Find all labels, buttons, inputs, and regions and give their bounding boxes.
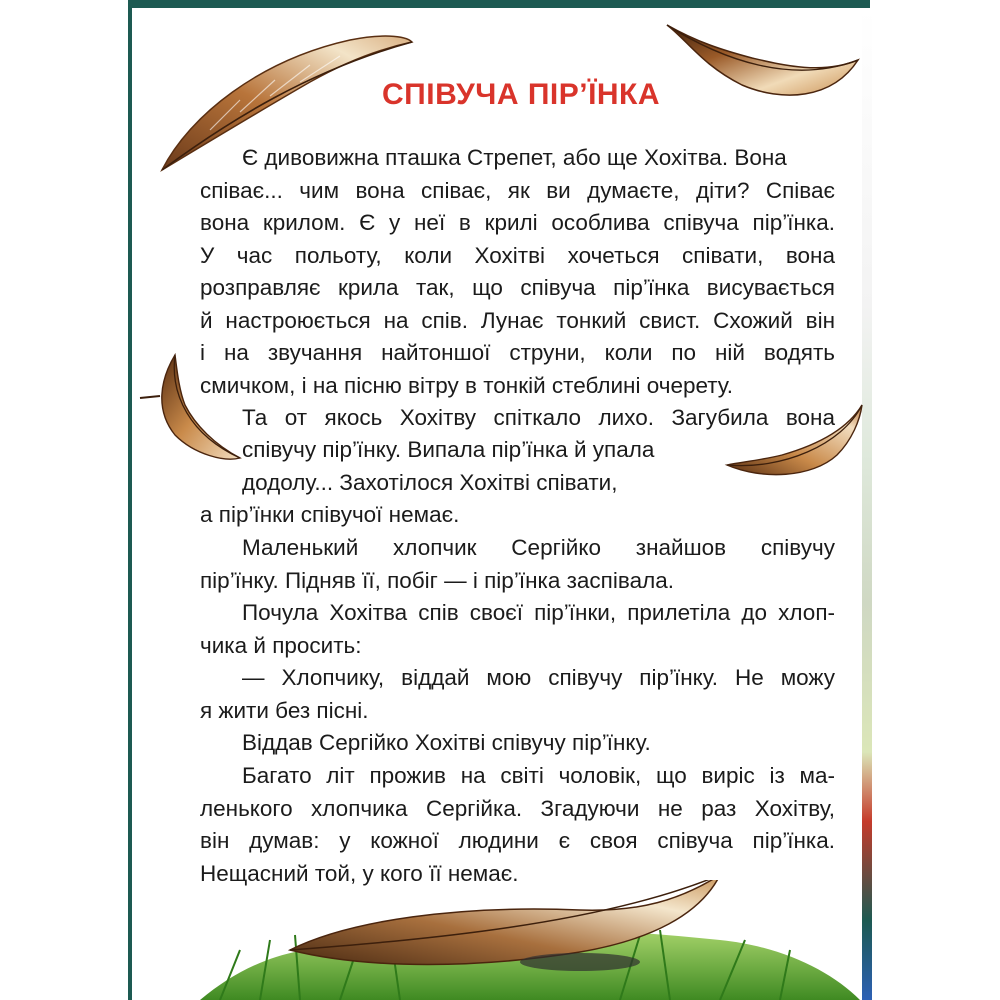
- text-line: він думав: у кожної людини є своя співуча пір’їнка.: [200, 828, 835, 853]
- grass-with-feather-illustration: [200, 880, 860, 1000]
- text-line: Нещасний той, у кого її немає.: [200, 860, 519, 886]
- paragraph-2: [242, 402, 835, 435]
- paragraph-1: [200, 142, 835, 402]
- text-line: співучу пір’їнку. Випала пір’їнка й упала: [242, 437, 655, 462]
- text-line: У час польоту, коли Хохітві хочеться співати, вона: [200, 242, 835, 268]
- text-line: смичком, і на пісню вітру в тонкій стеблині очерету.: [200, 372, 734, 398]
- scan-margin-left: [0, 0, 132, 1000]
- paragraph-2-end: [200, 499, 835, 532]
- text-line: ленького хлопчика Сергійка. Згадуючи не раз Хохітву,: [200, 795, 835, 821]
- text-line: я жити без пісні.: [200, 697, 369, 723]
- paragraph-3: [200, 532, 835, 597]
- text-line: додолу... Захотілося Хохітві співати,: [242, 469, 618, 495]
- paragraph-7: [200, 760, 835, 890]
- text-line: — Хлопчику, віддай мою співучу пір’їнку. Не можу: [242, 665, 835, 690]
- text-line: Маленький хлопчик Сергійко знайшов співучу: [242, 535, 835, 560]
- feather-top-right-icon: [662, 20, 862, 110]
- text-line: чика й просить:: [200, 632, 362, 658]
- paragraph-4: [200, 597, 835, 662]
- text-line: розправляє крила так, що співуча пір’їнка висувається: [200, 275, 835, 300]
- text-line: співає... чим вона співає, як ви думаєте, діти? Співає: [200, 177, 835, 203]
- story-title: СПІВУЧА ПІР’ЇНКА: [382, 78, 660, 111]
- paragraph-5: [200, 662, 835, 727]
- text-line: а пір’їнки співучої немає.: [200, 502, 460, 527]
- text-line: Є дивовижна пташка Стрепет, або ще Хохітва. Вона: [242, 145, 787, 170]
- text-line: Багато літ прожив на світі чоловік, що виріс із ма-: [242, 763, 835, 788]
- paragraph-6: [200, 727, 835, 760]
- paragraph-2-wrap: [242, 434, 717, 499]
- text-line: і на звучання найтоншої струни, коли по ній водять: [200, 340, 835, 365]
- text-line: Та от якось Хохітву спіткало лихо. Загубила вона: [242, 405, 835, 430]
- text-line: вона крилом. Є у неї в крилі особлива співуча пір’їнка.: [200, 210, 835, 235]
- next-page-edge: [862, 8, 872, 1000]
- text-line: й настроюється на спів. Лунає тонкий свист. Схожий він: [200, 307, 835, 333]
- text-line: пір’їнку. Підняв її, побіг — і пір’їнка заспівала.: [200, 567, 674, 593]
- text-line: Почула Хохітва спів своєї пір’їнки, прилетіла до хлоп-: [242, 600, 835, 625]
- text-line: Віддав Сергійко Хохітві співучу пір’їнку.: [242, 730, 651, 755]
